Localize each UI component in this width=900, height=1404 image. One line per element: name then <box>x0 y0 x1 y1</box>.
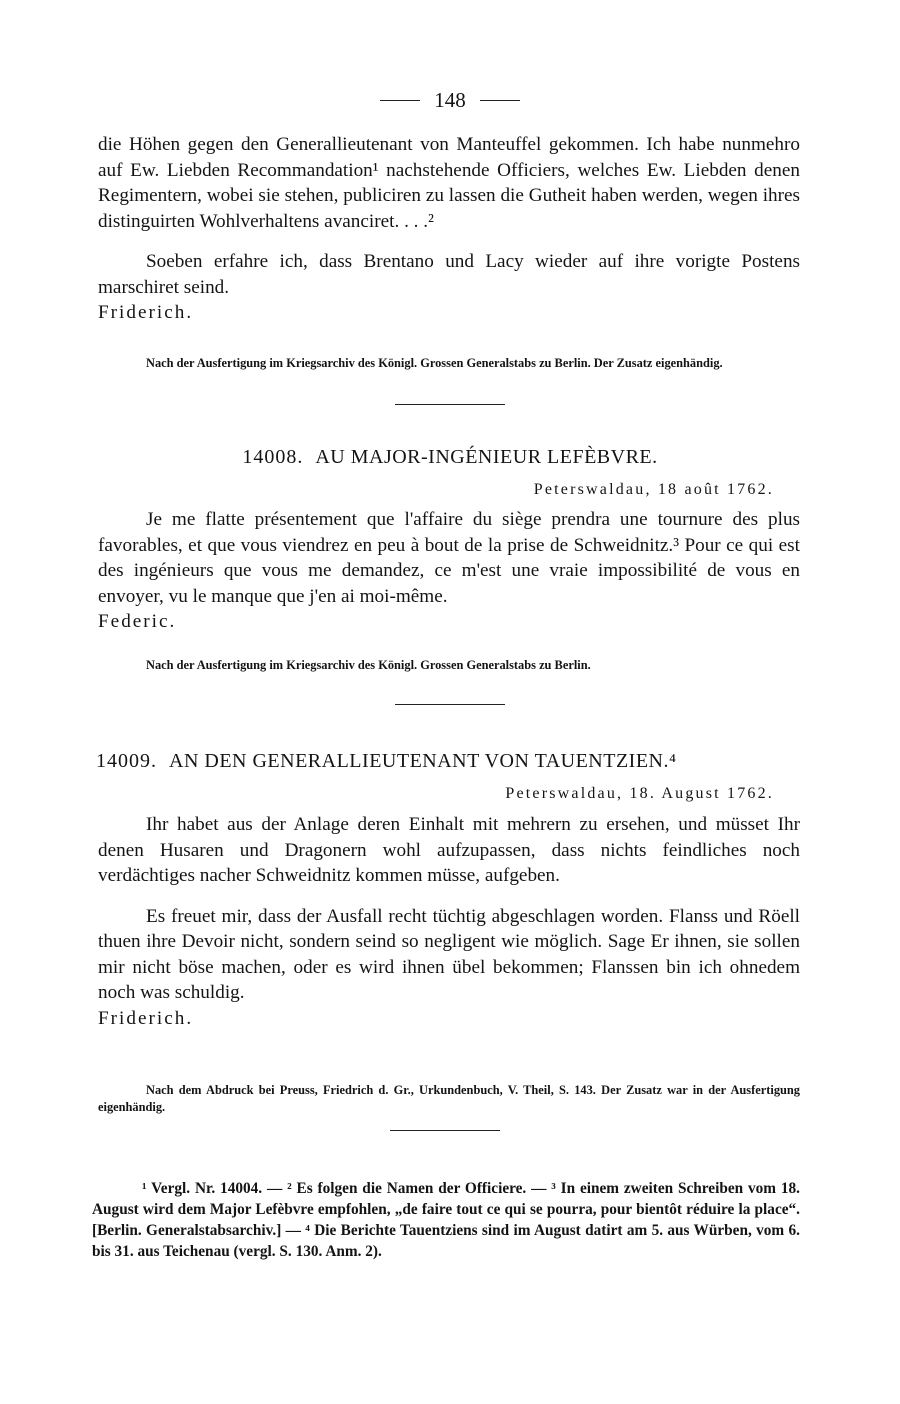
letter-title: AN DEN GENERALLIEUTENANT VON TAUENTZIEN.⁴ <box>169 750 677 772</box>
page-number-line <box>0 88 900 113</box>
letter-14009-date: Peterswaldau, 18. August 1762. <box>505 785 774 802</box>
section-divider-1 <box>395 404 505 405</box>
source-note-1-text: Nach der Ausfertigung im Kriegsarchiv des Königl. Grossen Generalstabs zu Berlin. Der Zusatz eigenhändig. <box>146 356 723 371</box>
signature-friderich-2: Friderich. <box>98 1007 194 1029</box>
letter-14009-paragraph-1: Ihr habet aus der Anlage deren Einhalt mit mehrern zu ersehen, und müsset Ihr denen Husaren und Dragonern wohl aufzupassen, dass nichts feindliches noch verdächtiges nacher Schweidnitz kommen müsse, aufgeben. <box>98 814 800 886</box>
letter-14008-date: Peterswaldau, 18 août 1762. <box>533 481 774 498</box>
continuation-paragraph-2: Soeben erfahre ich, dass Brentano und Lacy wieder auf ihre vorigte Postens marschiret seind. <box>98 251 800 298</box>
letter-number: 14009. <box>96 750 157 772</box>
letter-title: AU MAJOR-INGÉNIEUR LEFÈBVRE. <box>315 446 658 468</box>
footnotes <box>92 1178 800 1262</box>
letter-14009-paragraph-2: Es freuet mir, dass der Ausfall recht tüchtig abgeschlagen worden. Flanss und Röell thuen ihre Devoir nicht, sondern seind so negligent wie möglich. Sage Er ihnen, sie sollen mir nicht böse machen, oder es wird ihnen übel bekommen; Flanssen bin ich ohnedem noch was schuldig. <box>98 905 800 1003</box>
page-number-dash-right <box>480 100 520 101</box>
letter-14008-heading <box>0 446 900 469</box>
source-note-3-text: Nach dem Abdruck bei Preuss, Friedrich d. Gr., Urkundenbuch, V. Theil, S. 143. Der Zusatz war in der Ausfertigung eigenhändig. <box>98 1083 800 1115</box>
source-note-2-text: Nach der Ausfertigung im Kriegsarchiv des Königl. Grossen Generalstabs zu Berlin. <box>146 658 591 673</box>
page-number-dash-left <box>380 100 420 101</box>
source-note-3 <box>98 1070 800 1129</box>
section-divider-3 <box>390 1130 500 1131</box>
source-note-2 <box>98 645 800 687</box>
section-divider-2 <box>395 704 505 705</box>
continuation-text <box>98 132 800 326</box>
source-note-1 <box>98 343 800 385</box>
letter-14009-heading <box>96 750 816 773</box>
letter-14008-body <box>98 507 800 635</box>
letter-number: 14008. <box>242 446 304 468</box>
footnotes-text: ¹ Vergl. Nr. 14004. — ² Es folgen die Namen der Officiere. — ³ In einem zweiten Schreiben vom 18. August wird dem Major Lefèbvre empfohlen, „de faire tout ce qui se pourra, pour bientôt réduire la place“. [Berlin. Generalstabsarchiv.] — ⁴ Die Berichte Tauentziens sind im August datirt am 5. aus Würben, vom 6. bis 31. aus Teichenau (vergl. S. 130. Anm. 2). <box>92 1180 800 1260</box>
signature-federic: Federic. <box>98 611 177 632</box>
letter-14009-body <box>98 812 800 1031</box>
signature-friderich-1: Friderich. <box>98 302 194 323</box>
continuation-paragraph-1: die Höhen gegen den Generallieutenant von Manteuffel gekommen. Ich habe nunmehro auf Ew. Liebden Recommandation¹ nachstehende Officiers, welches Ew. Liebden denen Regimentern, wobei sie stehen, publiciren zu lassen die Gutheit haben werden, wegen ihres distinguirten Wohlverhaltens avanciret. . . .² <box>98 134 800 232</box>
letter-14008-paragraph: Je me flatte présentement que l'affaire du siège prendra une tournure des plus favorables, et que vous viendrez en peu à bout de la prise de Schweidnitz.³ Pour ce qui est des ingénieurs que vous me demandez, ce m'est une vraie impossibilité de vous en envoyer, vu le manque que j'en ai moi-même. <box>98 509 800 607</box>
page-number: 148 <box>434 88 466 112</box>
